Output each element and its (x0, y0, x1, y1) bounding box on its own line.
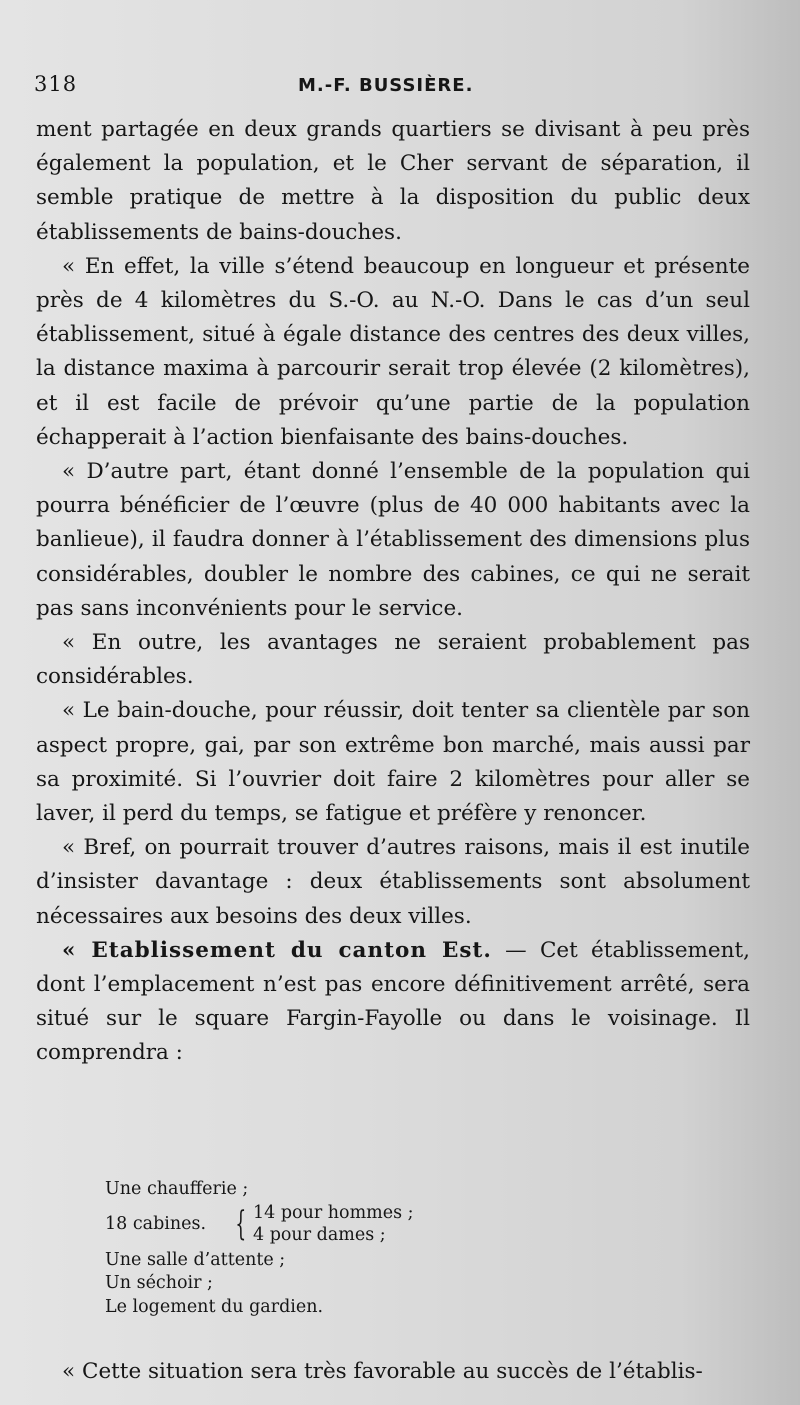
section-paragraph (36, 934, 750, 1071)
closing-paragraph: « Cette situation sera très favorable au succès de l’établis- (62, 1358, 703, 1384)
list-item: Le logement du gardien. (105, 1296, 324, 1317)
brace-symbol: { (235, 1203, 247, 1244)
paragraph: ment partagée en deux grands quartiers se divisant à peu près également la population, et le Cher servant de séparation, il semble pratique de mettre à la disposition du public deux établissements de bains-douches. (36, 117, 750, 245)
cabins-label: 18 cabines. (105, 1213, 207, 1234)
cabins-men: 14 pour hommes ; (253, 1202, 414, 1223)
cabins-breakdown (253, 1202, 414, 1246)
page-header (34, 72, 760, 102)
cabins-women: 4 pour dames ; (253, 1224, 386, 1245)
paragraph: « En outre, les avantages ne seraient probablement pas considérables. (36, 630, 750, 690)
list-item: Une chaufferie ; (105, 1179, 249, 1199)
paragraph: « Le bain-douche, pour réussir, doit tenter sa clientèle par son aspect propre, gai, par son extrême bon marché, mais aussi par sa proximité. Si l’ouvrier doit faire 2 kilomètres pour aller se laver, il perd du temps, se fatigue et préfère y renoncer. (36, 698, 750, 827)
body-text (36, 113, 750, 1071)
equipment-list (105, 1178, 525, 1319)
list-item-cabins (105, 1202, 525, 1249)
running-title: M.-F. BUSSIÈRE. (298, 75, 474, 96)
paragraph: « En effet, la ville s’étend beaucoup en longueur et présente près de 4 kilomètres du S.-O. au N.-O. Dans le cas d’un seul établissement, situé à égale distance des centres des deux villes, la distance maxima à parcourir serait trop élevée (2 kilomètres), et il est facile de prévoir qu’une partie de la population échapperait à l’action bienfaisante des bains-douches. (36, 253, 750, 450)
paragraph: « D’autre part, étant donné l’ensemble de la population qui pourra bénéficier de l’œuvre (plus de 40 000 habitants avec la banlieue), il faudra donner à l’établissement des dimensions plus considérables, doubler le nombre des cabines, ce qui ne serait pas sans inconvénients pour le service. (36, 459, 750, 621)
list-item: Un séchoir ; (105, 1273, 213, 1293)
list-item: Une salle d’attente ; (105, 1249, 286, 1270)
section-heading: « Etablissement du canton Est. (62, 937, 492, 963)
section-text: — Cet établissement, dont l’emplacement n’est pas encore définitivement arrêté, sera situé sur le square Fargin-Fayolle ou dans le voisinage. Il comprendra : (36, 937, 750, 1066)
paragraph: « Bref, on pourrait trouver d’autres raisons, mais il est inutile d’insister davantage : deux établissements sont absolument nécessaires aux besoins des deux villes. (36, 835, 750, 929)
page-number: 318 (34, 72, 78, 96)
